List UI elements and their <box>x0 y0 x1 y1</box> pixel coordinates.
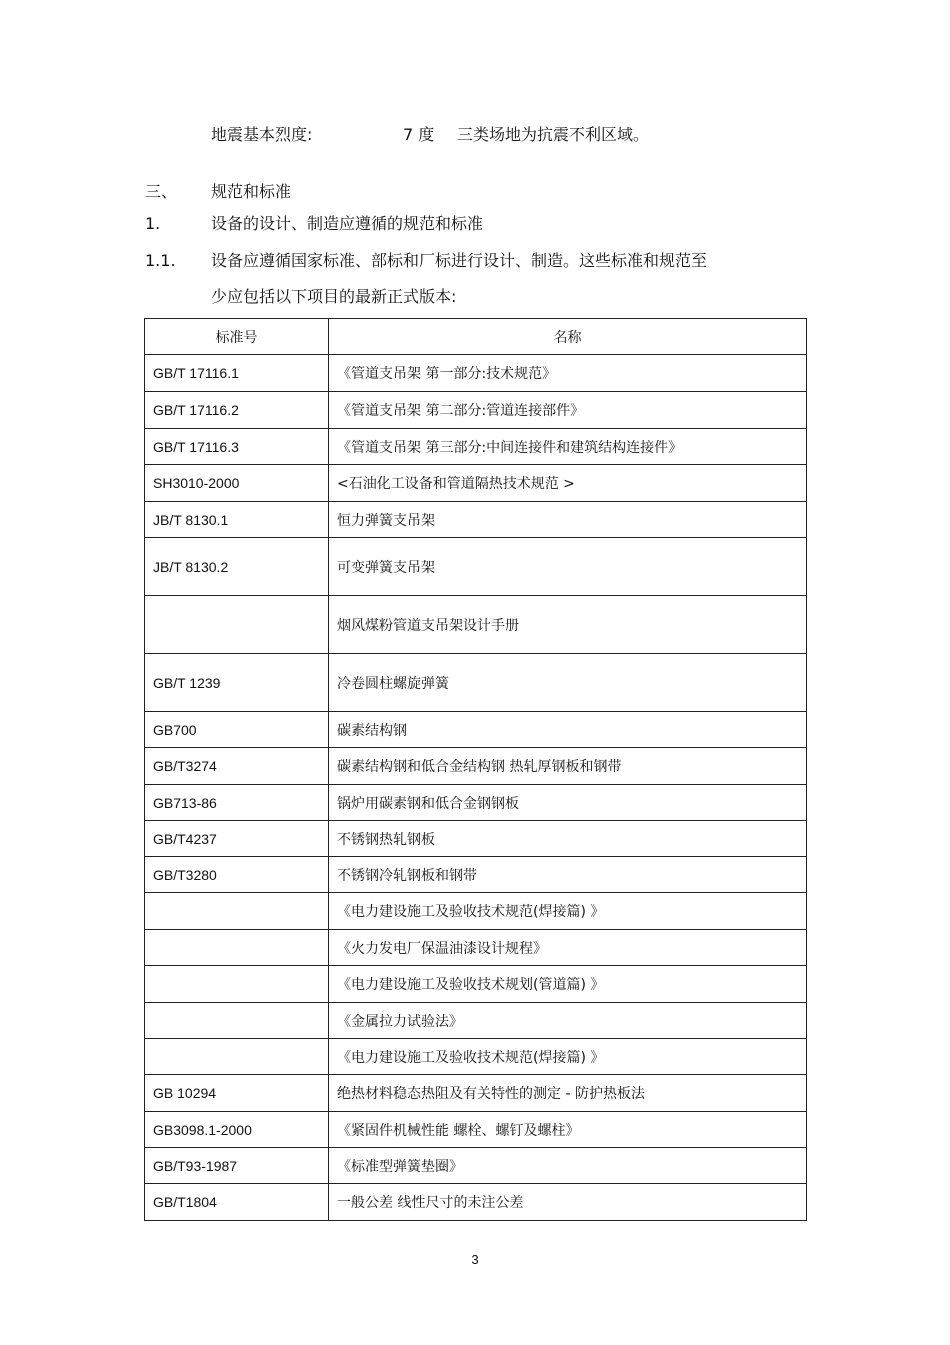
table-row <box>145 748 807 785</box>
table-row <box>145 502 807 538</box>
standard-name: 一般公差 线性尺寸的未注公差 <box>329 1184 807 1221</box>
standard-code: GB/T 17116.1 <box>145 355 329 392</box>
paragraph-number: 1.1. <box>145 251 176 270</box>
standard-name: <石油化工设备和管道隔热技术规范 > <box>329 465 807 502</box>
table-row <box>145 930 807 966</box>
standard-code: GB/T4237 <box>145 821 329 857</box>
standard-code <box>145 1003 329 1039</box>
standard-code <box>145 966 329 1003</box>
standard-code: GB700 <box>145 712 329 748</box>
standard-code <box>145 1039 329 1075</box>
standard-name: 《火力发电厂保温油漆设计规程》 <box>329 930 807 966</box>
standard-name: 《标准型弹簧垫圈》 <box>329 1148 807 1184</box>
standard-code: GB/T3280 <box>145 857 329 893</box>
standard-code: GB 10294 <box>145 1075 329 1112</box>
standard-code: GB/T3274 <box>145 748 329 785</box>
table-row <box>145 857 807 893</box>
page-number: 3 <box>471 1252 479 1267</box>
seismic-note: 三类场地为抗震不利区域。 <box>457 125 650 144</box>
standard-name: 冷卷圆柱螺旋弹簧 <box>329 654 807 712</box>
standard-code <box>145 893 329 930</box>
subsection-title: 设备的设计、制造应遵循的规范和标准 <box>211 214 484 233</box>
standard-name: 碳素结构钢 <box>329 712 807 748</box>
column-header-code: 标准号 <box>145 319 329 355</box>
standard-code: SH3010-2000 <box>145 465 329 502</box>
standard-name: 《电力建设施工及验收技术规范(焊接篇) 》 <box>329 1039 807 1075</box>
standard-code: GB/T 1239 <box>145 654 329 712</box>
table-row <box>145 392 807 429</box>
standard-name: 恒力弹簧支吊架 <box>329 502 807 538</box>
table-row <box>145 966 807 1003</box>
section-title: 规范和标准 <box>211 182 292 201</box>
table-row <box>145 465 807 502</box>
table-row <box>145 1003 807 1039</box>
standard-code <box>145 596 329 654</box>
standard-name: 《管道支吊架 第二部分:管道连接部件》 <box>329 392 807 429</box>
standard-name: 碳素结构钢和低合金结构钢 热轧厚钢板和钢带 <box>329 748 807 785</box>
table-row <box>145 821 807 857</box>
standard-code: GB/T 17116.2 <box>145 392 329 429</box>
standard-code: GB/T 17116.3 <box>145 429 329 465</box>
table-row <box>145 1112 807 1148</box>
table-row <box>145 1039 807 1075</box>
table-row <box>145 429 807 465</box>
standard-name: 不锈钢热轧钢板 <box>329 821 807 857</box>
table-row <box>145 712 807 748</box>
standard-code: GB/T1804 <box>145 1184 329 1221</box>
standard-code: JB/T 8130.2 <box>145 538 329 596</box>
standard-code: GB/T93-1987 <box>145 1148 329 1184</box>
standard-name: 不锈钢冷轧钢板和钢带 <box>329 857 807 893</box>
table-header-row <box>145 319 807 355</box>
standard-code: JB/T 8130.1 <box>145 502 329 538</box>
table-row <box>145 1075 807 1112</box>
paragraph-text: 设备应遵循国家标准、部标和厂标进行设计、制造。这些标准和规范至 <box>211 251 708 270</box>
table-row <box>145 538 807 596</box>
table-row <box>145 893 807 930</box>
table-row <box>145 1148 807 1184</box>
standards-table <box>144 318 807 1221</box>
standard-name: 烟风煤粉管道支吊架设计手册 <box>329 596 807 654</box>
table-row <box>145 654 807 712</box>
seismic-value: 7 度 <box>403 125 435 144</box>
subsection-number: 1. <box>145 214 161 233</box>
standard-code: GB3098.1-2000 <box>145 1112 329 1148</box>
standard-name: 《电力建设施工及验收技术规划(管道篇) 》 <box>329 966 807 1003</box>
standard-name: 《紧固件机械性能 螺栓、螺钉及螺柱》 <box>329 1112 807 1148</box>
standard-code: GB713-86 <box>145 785 329 821</box>
table-row <box>145 596 807 654</box>
table-row <box>145 785 807 821</box>
paragraph-continuation: 少应包括以下项目的最新正式版本: <box>211 287 457 306</box>
standard-code <box>145 930 329 966</box>
seismic-label: 地震基本烈度: <box>211 125 313 144</box>
standard-name: 《电力建设施工及验收技术规范(焊接篇) 》 <box>329 893 807 930</box>
table-row <box>145 1184 807 1221</box>
column-header-name: 名称 <box>329 319 807 355</box>
standard-name: 《金属拉力试验法》 <box>329 1003 807 1039</box>
standard-name: 《管道支吊架 第一部分:技术规范》 <box>329 355 807 392</box>
standard-name: 《管道支吊架 第三部分:中间连接件和建筑结构连接件》 <box>329 429 807 465</box>
standard-name: 锅炉用碳素钢和低合金钢钢板 <box>329 785 807 821</box>
table-row <box>145 355 807 392</box>
standard-name: 绝热材料稳态热阻及有关特性的测定 - 防护热板法 <box>329 1075 807 1112</box>
section-number: 三、 <box>145 182 178 201</box>
standard-name: 可变弹簧支吊架 <box>329 538 807 596</box>
